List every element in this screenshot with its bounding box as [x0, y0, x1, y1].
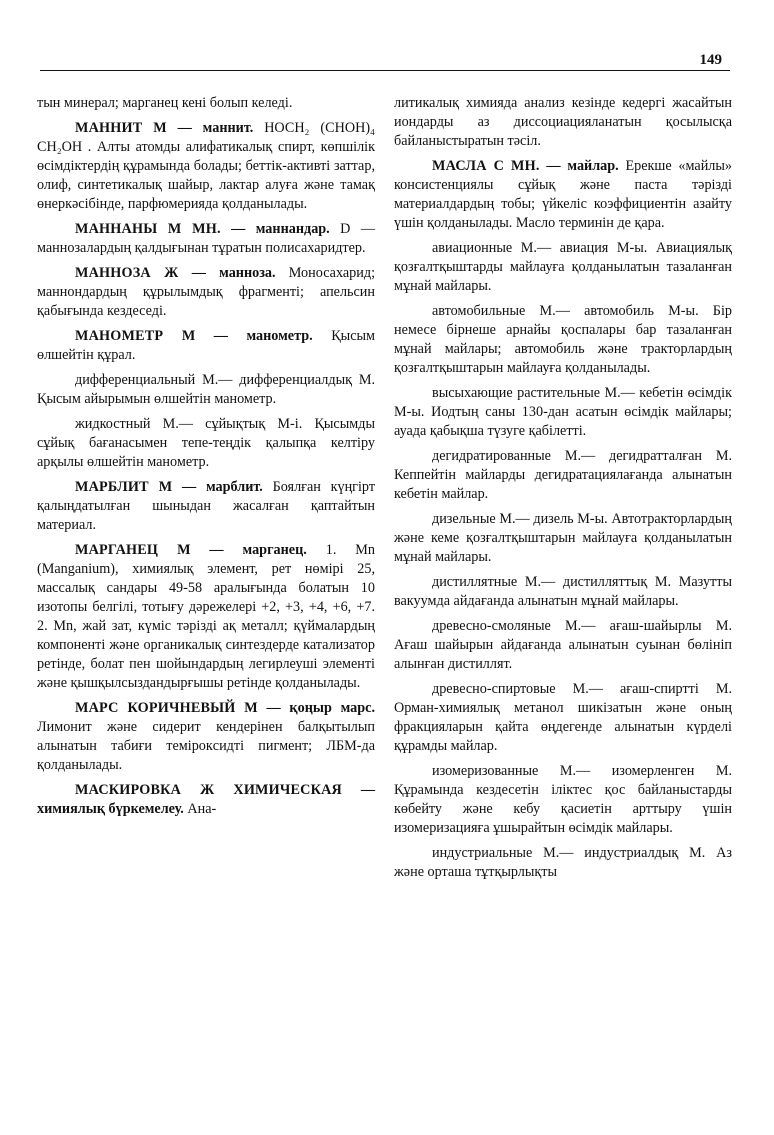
entry-translation: — марблит. — [182, 479, 263, 495]
entry-translation: — манноза. — [191, 265, 276, 281]
entry-text: высыхающие растительные М.— кебетін өсімдік М-ы. Иодтың саны 130-дан асатын өсімдік майлары; ауада қабықша түзуге қабілетті. — [394, 385, 732, 439]
dictionary-entry — [37, 415, 375, 472]
dictionary-entry — [37, 478, 375, 535]
entry-translation: М — маннит. — [153, 120, 254, 136]
dictionary-entry — [37, 119, 375, 214]
dictionary-entry — [394, 302, 732, 378]
entry-text: НОСН₂ (СНОН)₄ СН₂ОН . Алты атомды алифатикалық спирт, көпшілік өсімдіктердің құрамында болады; беттік-активті заттар, олиф, синтетикалық шайыр, лактар алуға және тамақ өнеркәсібінде, парфюмерияда қолданылады. — [37, 120, 375, 212]
entry-translation: М — марганец. — [177, 542, 307, 558]
dictionary-entry — [394, 239, 732, 296]
entry-text: Моносахарид; маннондардың құрылымдық фрагменті; апельсин қабығында кездеседі. — [37, 265, 376, 319]
right-column — [394, 94, 732, 888]
header-rule — [40, 70, 730, 71]
dictionary-entry — [37, 781, 375, 819]
entry-translation: М — манометр. — [181, 328, 313, 344]
dictionary-entry — [394, 617, 732, 674]
entry-text: индустриальные М.— индустриалдық М. Аз және орташа тұтқырлықты — [394, 845, 732, 880]
entry-headword: МАННИТ — [75, 120, 143, 136]
entry-headword: МАРС КОРИЧНЕВЫЙ — [75, 700, 236, 716]
dictionary-entry — [37, 699, 375, 775]
dictionary-entry — [37, 264, 375, 321]
dictionary-entry — [394, 157, 732, 233]
entry-text: Лимонит және сидерит кендерінен балқытылып алынатын табиғи темірокcидті пигмент; ЛБМ-да қолданылады. — [37, 719, 375, 773]
entry-text: Ерекше «майлы» консистенциялы сұйық және паста тәрізді материалдардың тобы; үйкеліс коэффициентін азайту үшін қолданылады. Масло терминін де қара. — [394, 158, 733, 231]
entry-text: Боялған күңгірт қалыңдатылған шыныдан жасалған қаптайтын материал. — [37, 479, 376, 533]
left-column — [37, 94, 375, 825]
entry-text: жидкостный М.— сұйықтық М-і. Қысымды сұйық бағанасымен тепе-теңдік қалыпқа келтіру арқылы өлшейтін манометр. — [37, 416, 375, 470]
dictionary-entry — [37, 371, 375, 409]
entry-text: дистиллятные М.— дистилляттық М. Мазутты вакуумда айдағанда алынатын мұнай майлары. — [394, 574, 732, 609]
entry-text: тын минерал; марганец кені болып келеді. — [37, 95, 293, 111]
dictionary-entry — [394, 384, 732, 441]
entry-text: литикалық химияда анализ кезінде кедергі жасайтын иондарды аз диссоциацияланатын қосылысқа байланыстыратын тәсіл. — [394, 95, 732, 149]
entry-translation: — химиялық бүркемелеу. — [37, 782, 375, 817]
entry-translation: — маннандар. — [231, 221, 330, 237]
entry-headword: МАННАНЫ М МН. — [75, 221, 221, 237]
dictionary-entry — [394, 447, 732, 504]
entry-headword: МАНОМЕТР — [75, 328, 164, 344]
dictionary-entry — [394, 844, 732, 882]
entry-text: автомобильные М.— автомобиль М-ы. Бір немесе бірнеше арнайы қоспалары бар тазаланған мұнай майлары; автомобиль және тракторлардың қозғалтқыштарын майлауға қолданылады. — [394, 303, 732, 376]
entry-text: Ана- — [187, 801, 217, 817]
dictionary-entry — [394, 94, 732, 151]
entry-headword: МАННОЗА Ж — [75, 265, 179, 281]
entry-text: D — маннозалардың қалдығынан тұратын полисахаридтер. — [37, 221, 376, 256]
dictionary-entry — [394, 762, 732, 838]
entry-text: авиационные М.— авиация М-ы. Авиациялық қозғалтқыштарды майлауға қолданылатын тазаланған мұнай майлары. — [394, 240, 732, 294]
entry-text: изомеризованные М.— изомерленген М. Құрамында кездесетін іліктес қос байланыстарды көбейту және кебу қасиетін арттыру үшін изомеризацияға ұшырайтын өсімдік майлары. — [394, 763, 732, 836]
page-number: 149 — [699, 52, 722, 68]
dictionary-entry — [394, 510, 732, 567]
entry-text: Қысым өлшейтін құрал. — [37, 328, 376, 363]
entry-text: древесно-смоляные М.— ағаш-шайырлы М. Ағаш шайырын айдағанда алынатын суынан бөлініп алынған дистиллят. — [394, 618, 732, 672]
entry-translation: — майлар. — [546, 158, 619, 174]
dictionary-entry — [394, 573, 732, 611]
entry-headword: МАРГАНЕЦ — [75, 542, 159, 558]
dictionary-entry — [37, 541, 375, 693]
entry-text: 1. Mn (Manganium), химиялық элемент, рет нөмірі 25, массалық сандары 49-58 аралығында болатын 10 изотопы белгілі, тотығу дәрежелері +2, +3, +4, +6, +7. 2. Mn, жай зат, күміс тәрізді ақ металл; қүймалардың компоненті және органикалық синтездерде катализатор ретінде, болат пен шойындардың легирлеуші элементі және қышқылсыздандырғышы ретінде қолданылады. — [37, 542, 375, 691]
entry-headword: МАРБЛИТ М — [75, 479, 173, 495]
entry-text: древесно-спиртовые М.— ағаш-спиртті М. Орман-химиялық метанол шикізатын және оның фракцияларын қайта өңдегенде алынатын күрделі құрамды майлар. — [394, 681, 732, 754]
dictionary-entry — [37, 220, 375, 258]
dictionary-entry — [37, 94, 375, 113]
dictionary-entry — [394, 680, 732, 756]
entry-text: дегидратированные М.— дегидратталған М. Кеппейтін майларды дегидратациялағанда алынатын кебетін майлар. — [394, 448, 732, 502]
entry-translation: М — қоңыр марс. — [244, 700, 376, 716]
entry-headword: МАСЛА С МН. — [432, 158, 540, 174]
entry-text: дифференциальный М.— дифференциалдық М. Қысым айырымын өлшейтін манометр. — [37, 372, 375, 407]
entry-headword: МАСКИРОВКА Ж ХИМИЧЕСКАЯ — [75, 782, 342, 798]
dictionary-entry — [37, 327, 375, 365]
entry-text: дизельные М.— дизель М-ы. Автотракторлардың және кеме қозғалтқыштарын майлауға қолданылатын мұнай майлары. — [394, 511, 732, 565]
